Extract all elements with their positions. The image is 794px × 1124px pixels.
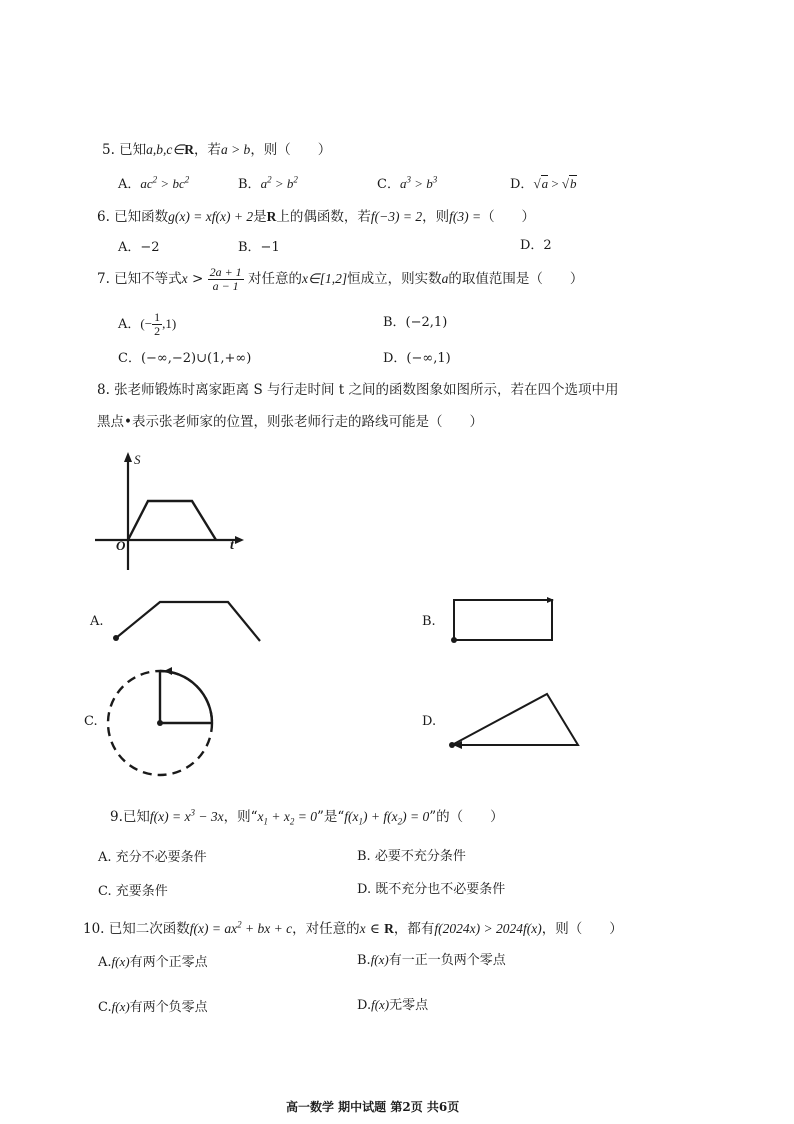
q7-fraction: $\frac{2a + 1}{a - 1}$ [209,265,242,293]
q8-distance-time-graph [90,450,250,570]
q8-option-b-route [448,594,563,646]
q7-option-d: D．(−∞,1) [383,351,451,366]
q5-option-d: D．√a > √b [510,176,577,192]
graph-y-label: S [134,452,141,467]
q8-option-b-label: B. [422,614,436,629]
q7-option-c: C．(−∞,−2)∪(1,+∞) [118,351,252,366]
q8-option-c-route [105,665,225,780]
q6-option-a: A．−2 [118,240,160,255]
q5-option-c: C．$a^3 > b^3$ [377,174,438,192]
q9-option-a: A. 充分不必要条件 [98,850,207,865]
q8-option-d-route [446,688,586,750]
q10-option-c: C.f(x)有两个负零点 [98,999,208,1015]
home-dot-a [113,635,119,641]
q9-stem: 9.已知$f(x) = x^3 - 3x$，则“$x_1 + x_2 = 0$”是“$f(x_1) + f(x_2) = 0$”的（ ） [110,807,504,827]
page-footer: 高一数学 期中试题 第2页 共6页 [286,1100,460,1114]
q5-option-a: A．$ac^2 > bc^2$ [118,174,190,192]
q8-option-c-label: C. [84,714,98,729]
graph-x-label: t [230,538,234,553]
q8-option-a-route [110,595,270,645]
q8-option-d-label: D. [422,714,437,729]
q10-option-d: D.f(x)无零点 [357,997,429,1013]
q8-stem-line2: 黑点•表示张老师家的位置，则张老师行走的路线可能是（ ） [97,414,483,430]
q7-option-b: B．(−2,1) [383,315,448,330]
q5-option-b: B．$a^2 > b^2$ [238,174,298,192]
q10-option-a: A.f(x)有两个正零点 [98,954,208,970]
q6-option-d: D．2 [520,238,552,253]
q8-stem-line1: 8. 张老师锻炼时离家距离 S 与行走时间 t 之间的函数图象如图所示，若在四个选项中用 [97,382,619,398]
q7-stem: 7. 已知不等式x > $\frac{2a + 1}{a - 1}$ 对任意的x∈[1,2]恒成立，则实数a的取值范围是（ ） [97,265,584,293]
home-dot-d [449,742,455,748]
home-dot-b [451,637,457,643]
q9-option-c: C. 充要条件 [98,884,168,899]
graph-origin-label: O [116,538,126,553]
q6-option-b: B．−1 [238,240,280,255]
q9-option-b: B. 必要不充分条件 [357,849,466,864]
q9-option-d: D. 既不充分也不必要条件 [357,882,506,897]
q6-stem: 6. 已知函数g(x) = xf(x) + 2是R上的偶函数，若f(−3) = 2，则f(3) =（ ） [97,209,536,225]
q5-stem: 5. 已知a,b,c∈R，若a > b，则（ ） [102,142,332,158]
home-dot-c [157,720,163,726]
q10-stem: 10. 已知二次函数$f(x) = ax^2$ + bx + c，对任意的x ∈ R，都有f(2024x) > 2024f(x)，则（ ） [83,919,623,937]
q8-option-a-label: A. [90,614,104,629]
q7-option-a: A．(− $\frac{1}{2}$ ,1) [118,310,177,338]
q10-option-b: B.f(x)有一正一负两个零点 [357,952,506,968]
